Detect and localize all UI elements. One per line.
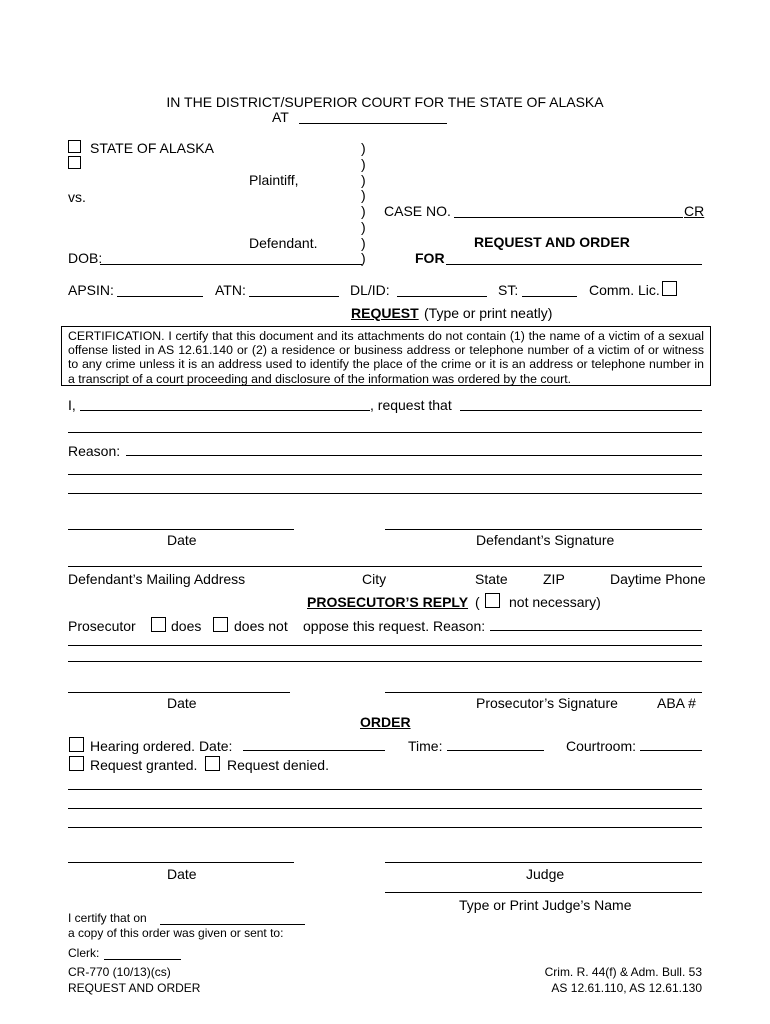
mailing-address-field[interactable] bbox=[68, 566, 702, 567]
comm-lic-label: Comm. Lic. bbox=[589, 282, 660, 298]
reason-field[interactable] bbox=[126, 455, 702, 456]
requester-name-field[interactable] bbox=[80, 410, 370, 411]
hearing-time-field[interactable] bbox=[447, 750, 544, 751]
courtroom-field[interactable] bbox=[640, 750, 702, 751]
request-denied-checkbox[interactable] bbox=[205, 756, 220, 771]
for-label: FOR bbox=[415, 250, 445, 266]
case-suffix: CR bbox=[684, 203, 705, 219]
hearing-date-field[interactable] bbox=[243, 750, 385, 751]
does-label: does bbox=[171, 618, 202, 634]
time-label: Time: bbox=[408, 738, 443, 754]
zip-label: ZIP bbox=[543, 571, 565, 587]
state-label: State bbox=[475, 571, 508, 587]
defendant-signature-label: Defendant’s Signature bbox=[476, 532, 615, 548]
prosecutor-label: Prosecutor bbox=[68, 618, 136, 634]
judge-name-field[interactable] bbox=[385, 892, 702, 893]
request-text-field[interactable] bbox=[460, 410, 702, 411]
form-number: CR-770 (10/13)(cs) bbox=[68, 965, 171, 979]
request-note: (Type or print neatly) bbox=[424, 305, 553, 321]
statute-reference: AS 12.61.110, AS 12.61.130 bbox=[551, 981, 702, 995]
hearing-ordered-label: Hearing ordered. Date: bbox=[90, 738, 233, 754]
city-label: City bbox=[362, 571, 387, 587]
plaintiff-label: Plaintiff, bbox=[249, 172, 299, 188]
dob-label: DOB: bbox=[68, 250, 103, 266]
does-checkbox[interactable] bbox=[151, 617, 166, 632]
prosecutor-signature-label: Prosecutor’s Signature bbox=[476, 695, 618, 711]
at-label: AT bbox=[272, 109, 289, 125]
courtroom-label: Courtroom: bbox=[566, 738, 637, 754]
does-not-label: does not bbox=[234, 618, 288, 634]
judge-label: Judge bbox=[526, 866, 565, 882]
prosecutor-date-field[interactable] bbox=[68, 692, 290, 693]
prosecutor-date-label: Date bbox=[167, 695, 197, 711]
caption-paren: ) bbox=[361, 140, 366, 156]
dlid-field[interactable] bbox=[397, 296, 487, 297]
aba-label: ABA # bbox=[657, 695, 696, 711]
copy-text: a copy of this order was given or sent to: bbox=[68, 926, 284, 940]
daytime-phone-label: Daytime Phone bbox=[610, 571, 706, 587]
request-text-line[interactable] bbox=[68, 432, 702, 433]
request-granted-label: Request granted. bbox=[90, 757, 198, 773]
reason-label: Reason: bbox=[68, 443, 121, 459]
form-title: REQUEST AND ORDER bbox=[68, 981, 201, 995]
oppose-label: oppose this request. Reason: bbox=[303, 618, 486, 634]
certify-date-field[interactable] bbox=[160, 924, 305, 925]
reason-line[interactable] bbox=[68, 474, 702, 475]
request-granted-checkbox[interactable] bbox=[69, 756, 84, 771]
order-date-field[interactable] bbox=[68, 862, 294, 863]
request-heading: REQUEST bbox=[351, 305, 419, 321]
dlid-label: DL/ID: bbox=[350, 282, 390, 298]
caption-paren: ) bbox=[361, 156, 366, 172]
document-title: REQUEST AND ORDER bbox=[474, 234, 630, 250]
prosecutor-reason-field[interactable] bbox=[490, 630, 702, 631]
request-denied-label: Request denied. bbox=[227, 757, 329, 773]
request-date-field[interactable] bbox=[68, 529, 294, 530]
judge-signature-field[interactable] bbox=[385, 862, 702, 863]
certify-label: I certify that on bbox=[68, 911, 147, 925]
state-of-alaska-label: STATE OF ALASKA bbox=[90, 140, 214, 156]
caption-paren: ) bbox=[361, 172, 366, 188]
defendant-signature-field[interactable] bbox=[385, 529, 702, 530]
request-date-label: Date bbox=[167, 532, 197, 548]
request-that-label: , request that bbox=[370, 397, 452, 413]
prosecutor-reason-line[interactable] bbox=[68, 661, 702, 662]
reason-line[interactable] bbox=[68, 493, 702, 494]
court-title: IN THE DISTRICT/SUPERIOR COURT FOR THE STATE OF ALASKA bbox=[166, 94, 604, 110]
hearing-ordered-checkbox[interactable] bbox=[69, 737, 84, 752]
does-not-checkbox[interactable] bbox=[213, 617, 228, 632]
not-necessary-checkbox[interactable] bbox=[485, 593, 500, 608]
apsin-label: APSIN: bbox=[68, 282, 114, 298]
case-no-field[interactable] bbox=[454, 217, 683, 218]
i-label: I, bbox=[68, 397, 76, 413]
apsin-field[interactable] bbox=[117, 296, 203, 297]
order-date-label: Date bbox=[167, 866, 197, 882]
order-line[interactable] bbox=[68, 827, 702, 828]
for-field[interactable] bbox=[446, 264, 702, 265]
judge-name-label: Type or Print Judge’s Name bbox=[459, 897, 632, 913]
caption-paren: ) bbox=[361, 187, 366, 203]
st-field[interactable] bbox=[522, 296, 577, 297]
rule-reference: Crim. R. 44(f) & Adm. Bull. 53 bbox=[544, 965, 702, 979]
order-line[interactable] bbox=[68, 789, 702, 790]
order-heading: ORDER bbox=[360, 714, 411, 730]
prosecutor-reply-open-paren: ( bbox=[475, 594, 480, 610]
mailing-address-label: Defendant’s Mailing Address bbox=[68, 571, 246, 587]
prosecutor-reply-heading: PROSECUTOR’S REPLY bbox=[307, 594, 469, 610]
atn-label: ATN: bbox=[215, 282, 246, 298]
other-plaintiff-checkbox[interactable] bbox=[68, 156, 81, 169]
atn-field[interactable] bbox=[249, 296, 339, 297]
order-line[interactable] bbox=[68, 808, 702, 809]
st-label: ST: bbox=[498, 282, 519, 298]
clerk-label: Clerk: bbox=[68, 946, 100, 960]
comm-lic-checkbox[interactable] bbox=[662, 281, 677, 296]
defendant-label: Defendant. bbox=[249, 235, 318, 251]
state-of-alaska-checkbox[interactable] bbox=[68, 140, 81, 153]
prosecutor-signature-field[interactable] bbox=[385, 692, 702, 693]
caption-paren: ) bbox=[361, 250, 366, 266]
dob-field[interactable] bbox=[100, 264, 362, 265]
clerk-field[interactable] bbox=[104, 959, 181, 960]
certification-box: CERTIFICATION. I certify that this document and its attachments do not contain (1) the name of a victim of a sexual offense listed in AS 12.61.140 or (2) a residence or business address or telephone number of a victim of or witness to any crime unless it is an address used to identify the place of the crime or it is an address or telephone number in a transcript of a court proceeding and disclosure of the information was ordered by the court. bbox=[61, 326, 711, 386]
caption-paren: ) bbox=[361, 203, 366, 219]
caption-paren: ) bbox=[361, 235, 366, 251]
prosecutor-reason-line[interactable] bbox=[68, 645, 702, 646]
not-necessary-label: not necessary) bbox=[509, 594, 601, 610]
vs-label: vs. bbox=[68, 189, 86, 205]
court-location-field[interactable] bbox=[299, 123, 447, 124]
case-no-label: CASE NO. bbox=[384, 203, 451, 219]
caption-paren: ) bbox=[361, 219, 366, 235]
